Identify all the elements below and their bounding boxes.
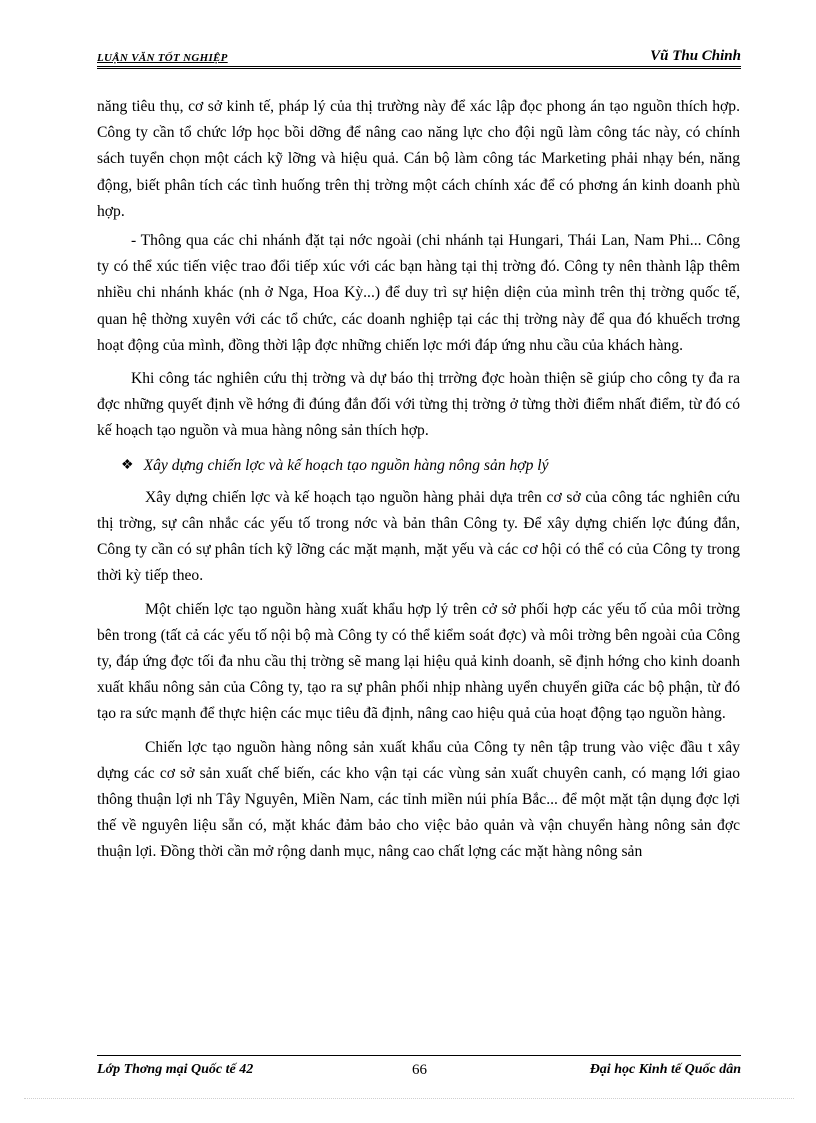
page-header xyxy=(97,42,741,69)
footer-class: Lớp Thơng mại Quốc tế 42 xyxy=(97,1062,254,1077)
paragraph-5: Một chiến lợc tạo nguồn hàng xuất khẩu hợp lý trên cở sở phối hợp các yếu tố của môi trờng bên trong (tất cả các yếu tố nội bộ mà Công ty có thể kiểm soát đợc) và môi trờng bên ngoài của Công ty, đáp ứng đợc tối đa nhu cầu thị trờng sẽ mang lại hiệu quả kinh doanh, sẽ định hớng cho kinh doanh xuất khẩu nông sản của Công ty, tạo ra sự phân phối nhịp nhàng uyển chuyển giữa các bộ phận, từ đó tạo ra sức mạnh để thực hiện các mục tiêu đã định, nâng cao hiệu quả của hoạt động tạo nguồn hàng. xyxy=(97,600,740,723)
section-heading xyxy=(121,453,740,479)
page-number: 66 xyxy=(412,1062,427,1078)
page-footer xyxy=(97,1055,741,1086)
paragraph-6: Chiến lợc tạo nguồn hàng nông sản xuất khẩu của Công ty nên tập trung vào việc đầu t xây dựng các cơ sở sản xuất chế biến, các kho vận tại các vùng sản xuất chuyên canh, có mạng lới giao thông thuận lợi nh Tây Nguyên, Miền Nam, các tỉnh miền núi phía Bắc... để một mặt tận dụng đợc lợi thế về nguyên liệu sẵn có, mặt khác đảm bảo cho việc bảo quản và vận chuyển hàng nông sản đợc thuận lợi. Đồng thời cần mở rộng danh mục, nâng cao chất lợng các mặt hàng nông sản xyxy=(97,738,740,861)
bottom-divider xyxy=(24,1098,794,1099)
paragraph-4: Xây dựng chiến lợc và kế hoạch tạo nguồn hàng phải dựa trên cơ sở của công tác nghiên cứu thị trờng, sự cân nhắc các yếu tố trong nớc và bản thân Công ty. Để xây dựng chiến lợc đúng đắn, Công ty cần có sự phân tích kỹ lỡng các mặt mạnh, mặt yếu và các cơ hội có thể có của Công ty trong thời kỳ tiếp theo. xyxy=(97,488,740,585)
paragraph-3: Khi công tác nghiên cứu thị trờng và dự báo thị trrờng đợc hoàn thiện sẽ giúp cho công ty đa ra đợc những quyết định về hớng đi đúng đắn đối với từng thị trờng ở từng thời điểm nhất điểm, từ đó có kế hoạch tạo nguồn và mua hàng nông sản thích hợp. xyxy=(97,370,740,440)
section-heading-text: Xây dựng chiến lợc và kế hoạch tạo nguồn hàng nông sản hợp lý xyxy=(143,456,549,474)
diamond-bullet-icon: ❖ xyxy=(121,457,134,473)
header-author: Vũ Thu Chinh xyxy=(650,48,741,64)
header-title: LUẬN VĂN TỐT NGHIỆP xyxy=(97,52,228,64)
paragraph-2: - Thông qua các chi nhánh đặt tại nớc ngoài (chi nhánh tại Hungari, Thái Lan, Nam Phi... Công ty có thể xúc tiến việc trao đổi tiếp xúc với các bạn hàng tại thị trờng đó. Công ty nên thành lập thêm nhiều chi nhánh khác (nh ở Nga, Hoa Kỳ...) để duy trì sự hiện diện của mình trên thị trờng quốc tế, quan hệ thờng xuyên với các tổ chức, các doanh nghiệp tại các thị trờng này để qua đó khuếch trơng hoạt động của mình, đồng thời lập đợc những chiến lợc mới đáp ứng nhu cầu của khách hàng. xyxy=(97,232,740,354)
page-body xyxy=(97,94,740,866)
paragraph-1: năng tiêu thụ, cơ sở kinh tế, pháp lý của thị trường này để xác lập đọc phong án tạo nguồn thích hợp. Công ty cần tổ chức lớp học bồi dỡng để nâng cao năng lực cho đội ngũ làm công tác này, có chính sách tuyển chọn một cách kỹ lỡng và hiệu quả. Cán bộ làm công tác Marketing phải nhạy bén, năng động, biết phân tích các tình huống trên thị trờng một cách chính xác để có phơng án kinh doanh phù hợp. xyxy=(97,98,740,220)
footer-university: Đại học Kinh tế Quốc dân xyxy=(589,1062,741,1077)
